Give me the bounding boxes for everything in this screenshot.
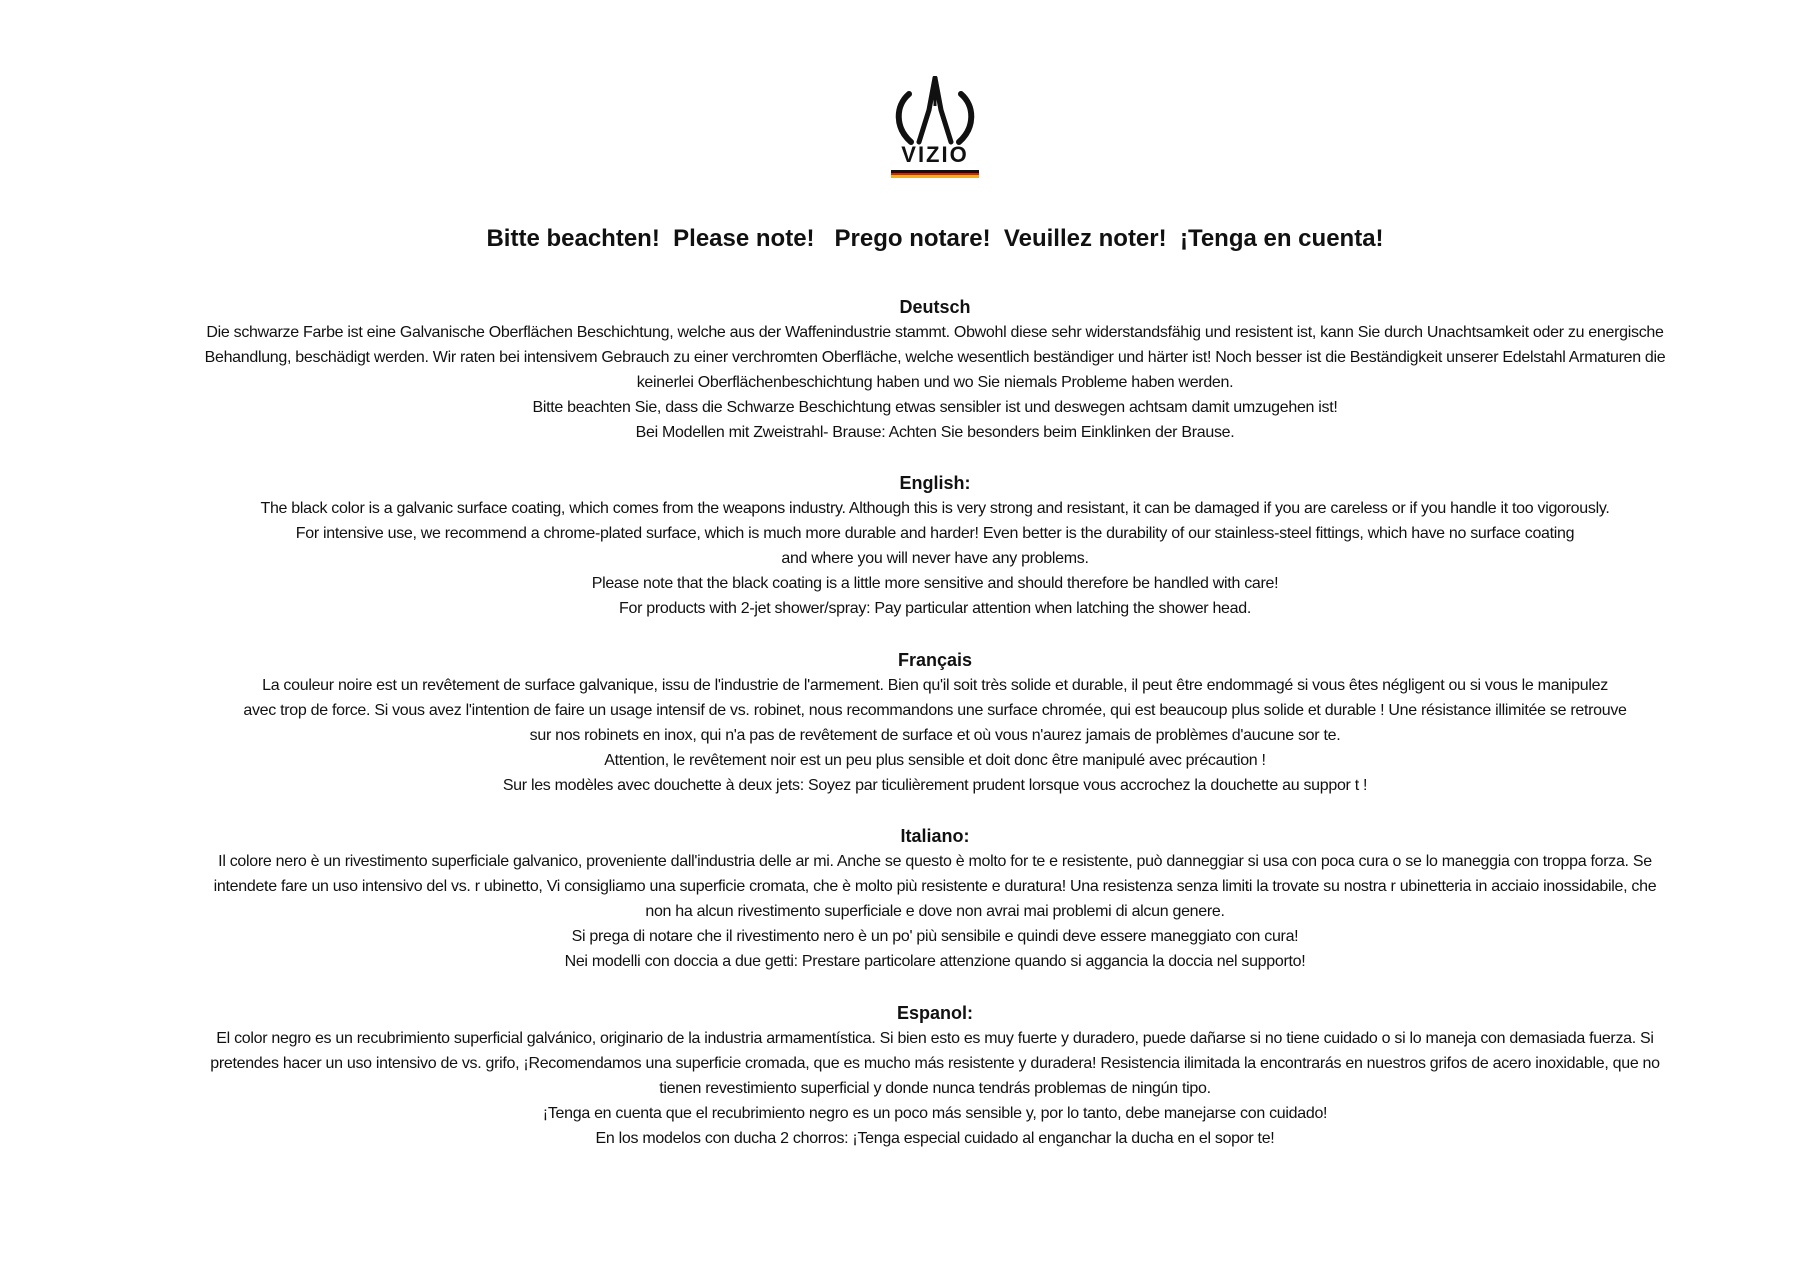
flag-stripe-gold xyxy=(891,175,979,178)
paragraph-line: Si prega di notare che il rivestimento nero è un po' più sensibile e quindi deve essere maneggiato con cura! xyxy=(571,928,1299,945)
section-title: Italiano: xyxy=(900,826,970,846)
section-title: Espanol: xyxy=(896,1003,973,1023)
paragraph-line: non ha alcun rivestimento superficiale e dove non avrai mai problemi di alcun genere. xyxy=(645,903,1225,920)
paragraph-line: pretendes hacer un uso intensivo de vs. grifo, ¡Recomendamos una superficie cromada, que es mucho más resistente y duradera! Resistencia ilimitada la encontrarás en nuestros grifos de acero inoxidable, que no xyxy=(210,1055,1660,1072)
paragraph-line: La couleur noire est un revêtement de surface galvanique, issu de l'industrie de l'armement. Bien qu'il soit très solide et durable, il peut être endommagé si vous êtes négligent ou si vous le manipulez xyxy=(262,677,1608,694)
logo-text: VIZIO xyxy=(901,142,969,167)
paragraph-line: Behandlung, beschädigt werden. Wir raten bei intensivem Gebrauch zu einer verchromten Oberfläche, welche wesentlich beständiger und härter ist! Noch besser ist die Beständigkeit unserer Edelstahl Armaturen die xyxy=(204,349,1666,366)
paragraph-line: sur nos robinets en inox, qui n'a pas de revêtement de surface et où vous n'aurez jamais de problèmes d'aucune sor te. xyxy=(529,727,1341,744)
paragraph-line: avec trop de force. Si vous avez l'intention de faire un usage intensif de vs. robinet, nous recommandons une surface chromée, qui est beaucoup plus solide et durable ! Une résistance illimitée se retrouve xyxy=(243,702,1627,719)
paragraph-line: Attention, le revêtement noir est un peu plus sensible et doit donc être manipulé avec précaution ! xyxy=(604,752,1266,769)
paragraph-line: keinerlei Oberflächenbeschichtung haben und wo Sie niemals Probleme haben werden. xyxy=(636,374,1234,391)
section-italiano xyxy=(100,824,1770,974)
paragraph-line: intendete fare un uso intensivo del vs. r ubinetto, Vi consigliamo una superficie cromata, che è molto più resistente e duratura! Una resistenza senza limiti la trovate su nostra r ubinetteria in acciaio inossidabile, che xyxy=(213,878,1657,895)
paragraph-line: Bei Modellen mit Zweistrahl- Brause: Achten Sie besonders beim Einklinken der Brause. xyxy=(635,424,1235,441)
paragraph-line: The black color is a galvanic surface coating, which comes from the weapons industry. Although this is very strong and resistant, it can be damaged if you are careless or if you handle it too vigorously. xyxy=(260,500,1610,517)
section-espanol xyxy=(100,1001,1770,1151)
paragraph-line: Please note that the black coating is a little more sensitive and should therefore be handled with care! xyxy=(591,575,1279,592)
paragraph-line: ¡Tenga en cuenta que el recubrimiento negro es un poco más sensible y, por lo tanto, debe manejarse con cuidado! xyxy=(542,1105,1328,1122)
section-title: English: xyxy=(899,473,971,493)
paragraph-line: tienen revestimiento superficial y donde nunca tendrás problemas de ningún tipo. xyxy=(659,1080,1211,1097)
flag-stripes xyxy=(891,170,979,178)
paragraph-line: and where you will never have any problems. xyxy=(781,550,1089,567)
paragraph-line: For products with 2-jet shower/spray: Pay particular attention when latching the shower head. xyxy=(619,600,1251,617)
vizio-logo xyxy=(889,76,981,180)
page-title: Bitte beachten! Please note! Prego notare! Veuillez noter! ¡Tenga en cuenta! xyxy=(486,225,1384,252)
section-title: Français xyxy=(897,650,973,670)
paragraph-line: For intensive use, we recommend a chrome-plated surface, which is much more durable and harder! Even better is the durability of our stainless-steel fittings, which have no surface coating xyxy=(295,525,1575,542)
paragraph-line: En los modelos con ducha 2 chorros: ¡Tenga especial cuidado al enganchar la ducha en el sopor te! xyxy=(595,1130,1275,1147)
paragraph-line: Bitte beachten Sie, dass die Schwarze Beschichtung etwas sensibler ist und deswegen achtsam damit umzugehen ist! xyxy=(532,399,1338,416)
paragraph-line: Sur les modèles avec douchette à deux jets: Soyez par ticulièrement prudent lorsque vous accrochez la douchette au suppor t ! xyxy=(502,777,1368,794)
section-title: Deutsch xyxy=(899,297,971,317)
paragraph-line: Il colore nero è un rivestimento superficiale galvanico, proveniente dall'industria delle ar mi. Anche se questo è molto for te e resistente, può danneggiar si usa con poca cura o se lo maneggia con troppa forza. Se xyxy=(218,853,1652,870)
section-english xyxy=(100,471,1770,621)
paragraph-line: Nei modelli con doccia a due getti: Prestare particolare attenzione quando si aggancia la doccia nel supporto! xyxy=(564,953,1306,970)
section-francais xyxy=(100,648,1770,798)
section-deutsch xyxy=(100,295,1770,445)
paragraph-line: Die schwarze Farbe ist eine Galvanische Oberflächen Beschichtung, welche aus der Waffenindustrie stammt. Obwohl diese sehr widerstandsfähig und resistent ist, kann Sie durch Unachtsamkeit oder zu energische xyxy=(206,324,1664,341)
faucet-arch-icon xyxy=(889,76,981,146)
paragraph-line: El color negro es un recubrimiento superficial galvánico, originario de la industria armamentística. Si bien esto es muy fuerte y duradero, puede dañarse si no tiene cuidado o si lo maneja con demasiada fuerza. Si xyxy=(216,1030,1654,1047)
